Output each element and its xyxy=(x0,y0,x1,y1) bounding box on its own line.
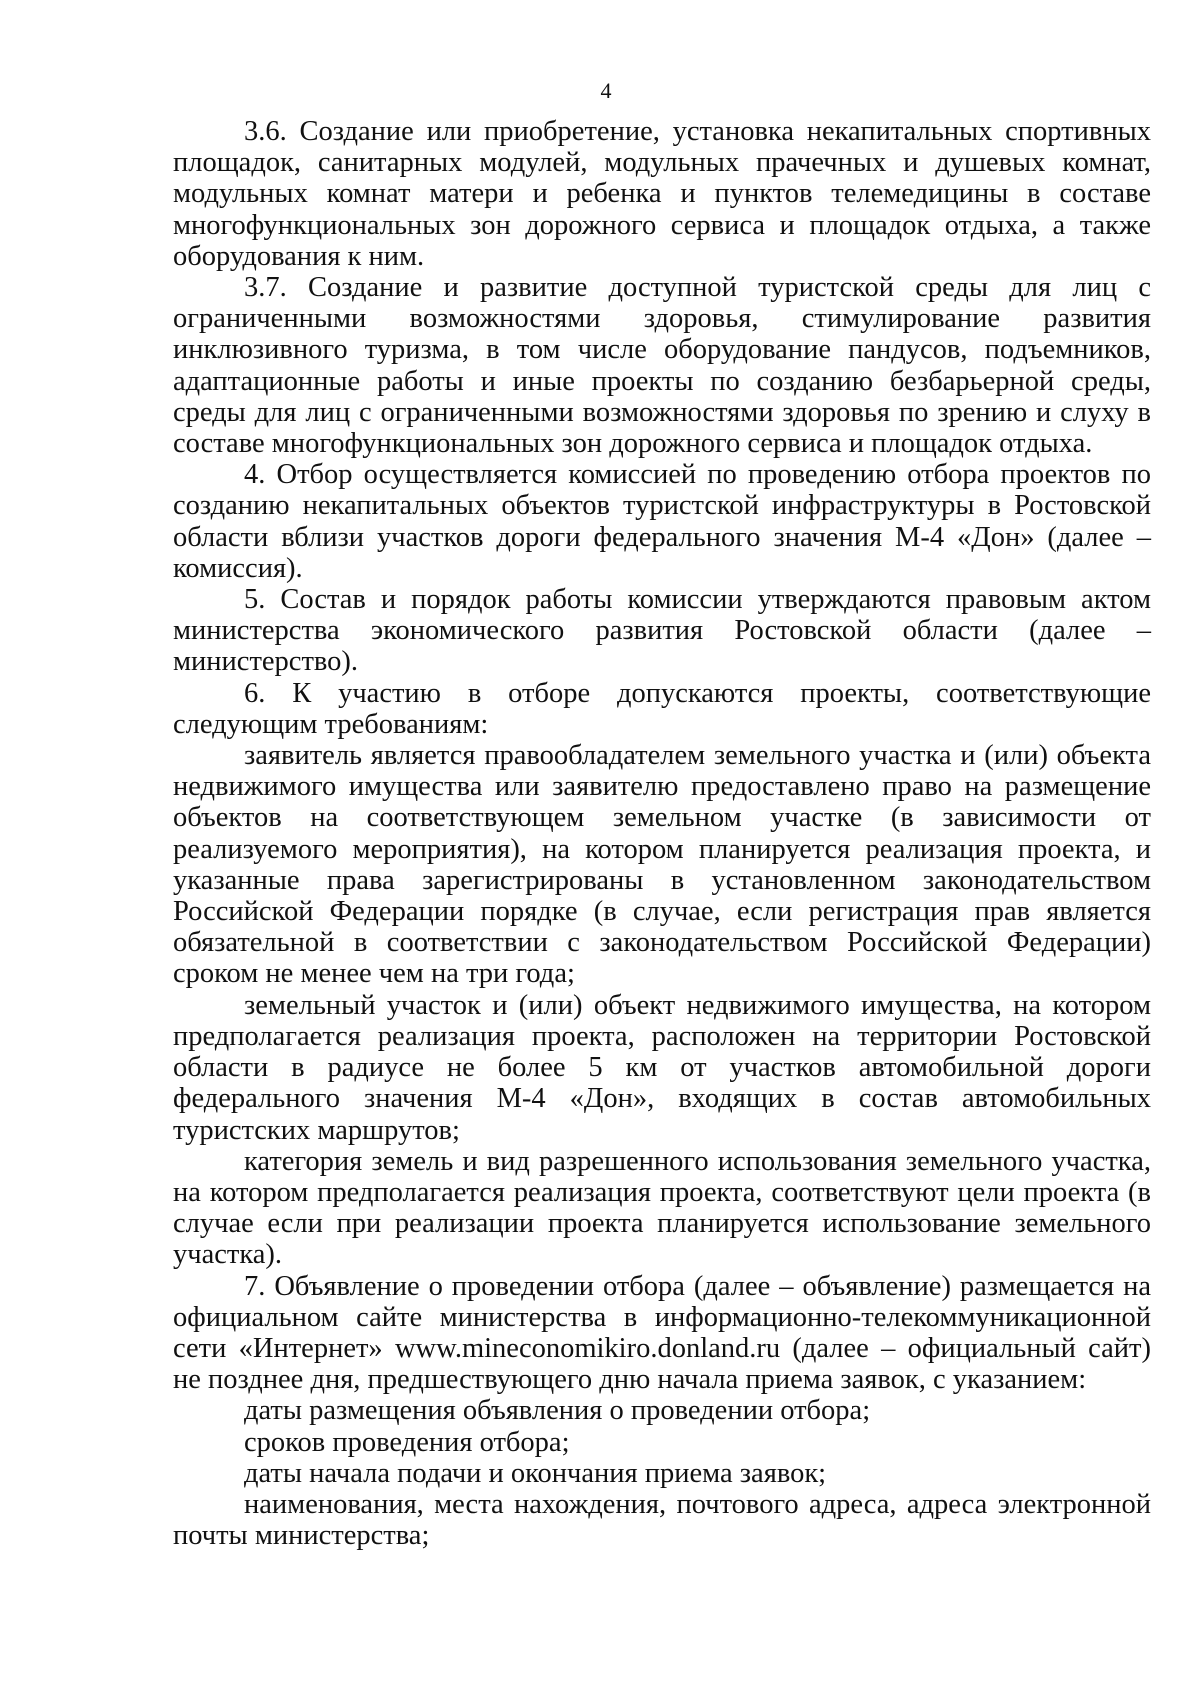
paragraph-4: 4. Отбор осуществляется комиссией по проведению отбора проектов по созданию некапитальных объектов туристской инфраструктуры в Ростовской области вблизи участков дороги федерального значения М-4 «Дон» (далее – комиссия). xyxy=(173,459,1151,584)
requirement-location: земельный участок и (или) объект недвижимого имущества, на котором предполагается реализация проекта, расположен на территории Ростовской области в радиусе не более 5 км от участков автомобильной дороги федерального значения М-4 «Дон», входящих в состав автомобильных туристских маршрутов; xyxy=(173,989,1151,1146)
paragraph-3-6: 3.6. Создание или приобретение, установка некапитальных спортивных площадок, санитарных модулей, модульных прачечных и душевых комнат, модульных комнат матери и ребенка и пунктов телемедицины в составе многофункциональных зон дорожного сервиса и площадок отдыха, а также оборудования к ним. xyxy=(173,116,1151,272)
requirement-land-rights: заявитель является правообладателем земельного участка и (или) объекта недвижимого имущества или заявителю предоставлено право на размещение объектов на соответствующем земельном участке (в зависимости от реализуемого мероприятия), на котором планируется реализация проекта, и указанные права зарегистрированы в установленном законодательством Российской Федерации порядке (в случае, если регистрация прав является обязательной в соответствии с законодательством Российской Федерации) сроком не менее чем на три года; xyxy=(173,740,1151,990)
announcement-item-ministry-contacts: наименования, места нахождения, почтового адреса, адреса электронной почты министерства; xyxy=(173,1488,1151,1552)
paragraph-7: 7. Объявление о проведении отбора (далее – объявление) размещается на официальном сайте министерства в информационно-телекоммуникационной сети «Интернет» www.mineconomikiro.donland.ru (далее – официальный сайт) не позднее дня, предшествующего дню начала приема заявок, с указанием: xyxy=(173,1270,1151,1396)
paragraph-3-7: 3.7. Создание и развитие доступной туристской среды для лиц с ограниченными возможностями здоровья, стимулирование развития инклюзивного туризма, в том числе оборудование пандусов, подъемников, адаптационные работы и иные проекты по созданию безбарьерной среды, среды для лиц с ограниченными возможностями здоровья по зрению и слуху в составе многофункциональных зон дорожного сервиса и площадок отдыха. xyxy=(173,272,1151,460)
page-number: 4 xyxy=(600,78,612,103)
announcement-item-application-dates: даты начала подачи и окончания приема заявок; xyxy=(244,1457,827,1489)
announcement-item-terms: сроков проведения отбора; xyxy=(244,1426,570,1458)
announcement-item-dates: даты размещения объявления о проведении отбора; xyxy=(244,1395,871,1427)
requirement-land-category: категория земель и вид разрешенного использования земельного участка, на котором предполагается реализация проекта, соответствуют цели проекта (в случае если при реализации проекта планируется использование земельного участка). xyxy=(173,1145,1151,1271)
paragraph-5: 5. Состав и порядок работы комиссии утверждаются правовым актом министерства экономического развития Ростовской области (далее – министерство). xyxy=(173,584,1151,678)
paragraph-6: 6. К участию в отборе допускаются проекты, соответствующие следующим требованиям: xyxy=(173,677,1151,740)
document-body xyxy=(173,116,1151,1551)
